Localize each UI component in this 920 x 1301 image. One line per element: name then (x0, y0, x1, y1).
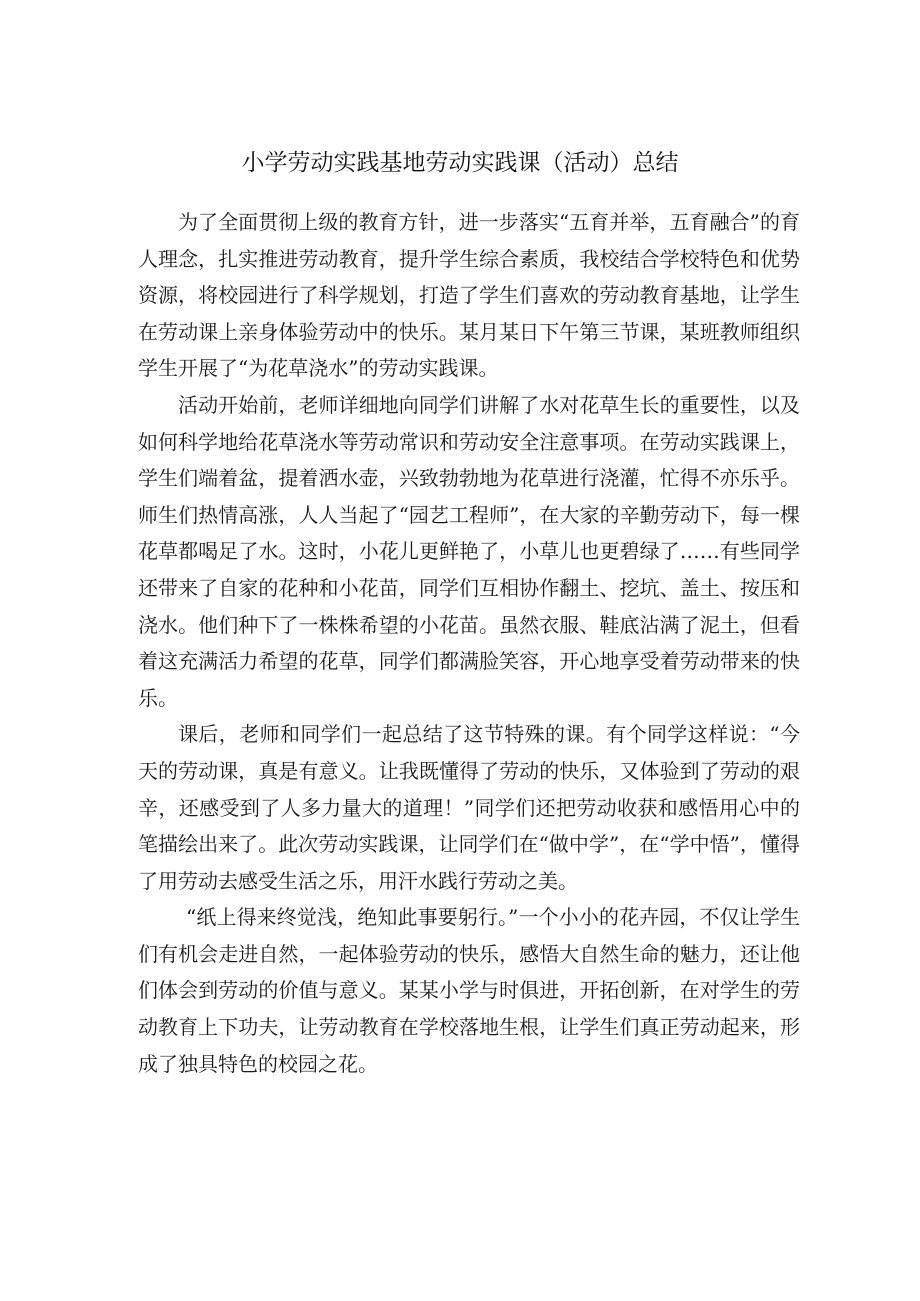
paragraph-activity: 活动开始前，老师详细地向同学们讲解了水对花草生长的重要性，以及如何科学地给花草浇水等劳动常识和劳动安全注意事项。在劳动实践课上，学生们端着盆，提着洒水壶，兴致勃勃地为花草进行浇灌，忙得不亦乐乎。师生们热情高涨，人人当起了“园艺工程师”，在大家的辛勤劳动下，每一棵花草都喝足了水。这时，小花儿更鲜艳了，小草儿也更碧绿了……有些同学还带来了自家的花种和小花苗，同学们互相协作翻土、挖坑、盖土、按压和浇水。他们种下了一株株希望的小花苗。虽然衣服、鞋底沾满了泥土，但看着这充满活力希望的花草，同学们都满脸笑容，开心地享受着劳动带来的快乐。 (138, 392, 800, 710)
document-body (138, 204, 800, 1082)
paragraph-conclusion: “纸上得来终觉浅，绝知此事要躬行。”一个小小的花卉园，不仅让学生们有机会走进自然，一起体验劳动的快乐，感悟大自然生命的魅力，还让他们体会到劳动的价值与意义。某某小学与时俱进，开拓创新，在对学生的劳动教育上下功夫，让劳动教育在学校落地生根，让学生们真正劳动起来，形成了独具特色的校园之花。 (138, 905, 800, 1076)
paragraph-intro: 为了全面贯彻上级的教育方针，进一步落实“五育并举，五育融合”的育人理念，扎实推进劳动教育，提升学生综合素质，我校结合学校特色和优势资源，将校园进行了科学规划，打造了学生们喜欢的劳动教育基地，让学生在劳动课上亲身体验劳动中的快乐。某月某日下午第三节课，某班教师组织学生开展了“为花草浇水”的劳动实践课。 (138, 210, 800, 381)
document-title: 小学劳动实践基地劳动实践课（活动）总结 (241, 150, 679, 176)
paragraph-after-class: 课后，老师和同学们一起总结了这节特殊的课。有个同学这样说：“今天的劳动课，真是有意义。让我既懂得了劳动的快乐，又体验到了劳动的艰辛，还感受到了人多力量大的道理！”同学们还把劳动收获和感悟用心中的笔描绘出来了。此次劳动实践课，让同学们在“做中学”，在“学中悟”，懂得了用劳动去感受生活之乐，用汗水践行劳动之美。 (138, 722, 800, 893)
